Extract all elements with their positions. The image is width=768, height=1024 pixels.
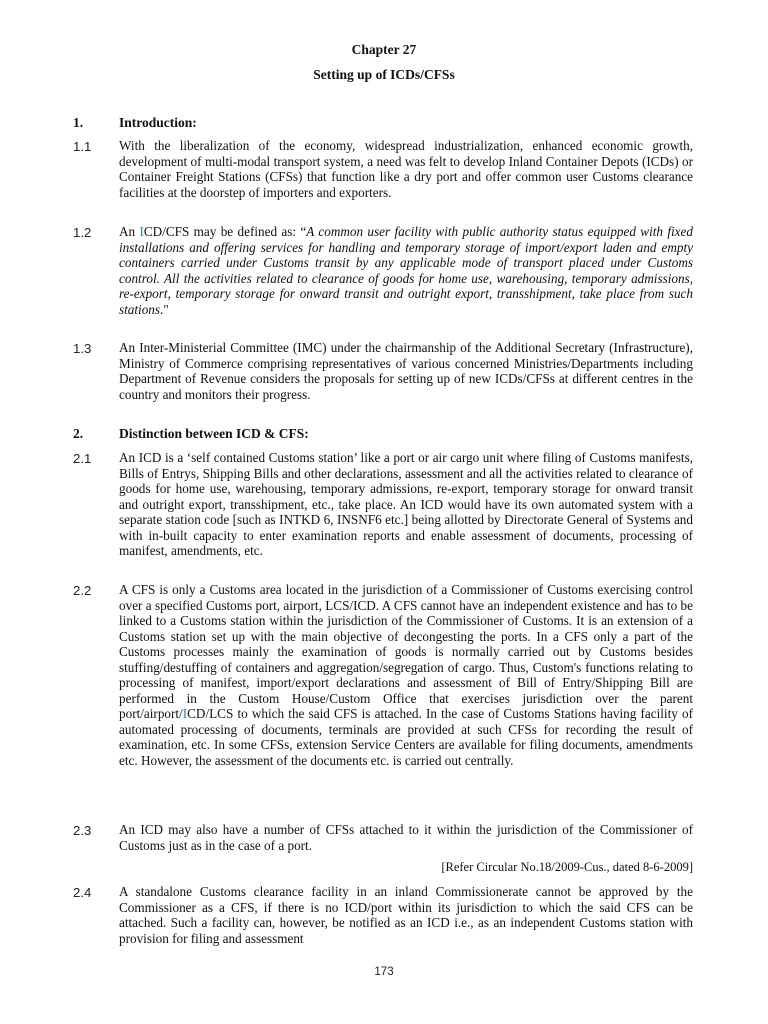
para-2-2-prefix: A CFS is only a Customs area located in the jurisdiction of a Commissioner of Customs exercising control over a specified Customs port, airport, LCS/ICD. A CFS cannot have an independent existence and has to be linked to a Customs station within the jurisdiction of the Commissioner of Customs. It is an extension of a Customs station set up with the main objective of decongesting the ports. In a CFS only a part of the Customs processes mainly the examination of goods is normally carried out by Customs besides stuffing/destuffing of containers and aggregation/segregation of cargo. Thus, Custom's functions relating to processing of manifest, import/export declarations and assessment of Bill of Entry/Shipping Bill are performed in the Custom House/Custom Office that exercises jurisdiction over the parent port/airport/ [119, 582, 693, 722]
section-1-number: 1. [73, 115, 84, 130]
para-2-4-number: 2.4 [73, 885, 92, 900]
para-2-1-number: 2.1 [73, 451, 92, 466]
para-1-3-number: 1.3 [73, 341, 92, 356]
para-1-1-text: With the liberalization of the economy, widespread industrialization, enhanced economic growth, development of multi-modal transport system, a need was felt to develop Inland Container Depots (ICDs) or Container Freight Stations (CFSs) that function like a dry port and offer common user Customs clearance facilities at the doorstep of importers and exporters. [119, 138, 693, 200]
chapter-number: Chapter 27 [351, 42, 417, 57]
para-1-1-number: 1.1 [73, 139, 92, 154]
para-2-2-suffix: CD/LCS to which the said CFS is attached. In the case of Customs Stations having facility of automated processing of documents, terminals are provided at such CFSs for recording the result of examination, etc. In some CFSs, extension Service Centers are available for filing documents, amendments etc. However, the assessment of the documents etc. is carried out centrally. [119, 706, 693, 769]
para-1-2-mid: CD/CFS may be defined as: “ [143, 224, 307, 239]
para-1-2-definition: A common user facility with public authority status equipped with fixed installations and offering services for handling and temporary storage of import/export laden and empty containers carried under Customs transit by any applicable mode of transport placed under Customs control. All the activities related to clearance of goods for home use, warehousing, temporary admissions, re-export, temporary storage for onward transit and outright export, transshipment, take place from such stations [119, 224, 693, 317]
page-number: 173 [374, 966, 394, 978]
circular-reference: [Refer Circular No.18/2009-Cus., dated 8-6-2009] [441, 860, 693, 874]
chapter-title: Setting up of ICDs/CFSs [313, 67, 455, 82]
para-2-2-highlight: I [182, 706, 188, 722]
para-1-2-text [119, 224, 693, 317]
para-2-3-text: An ICD may also have a number of CFSs attached to it within the jurisdiction of the Commissioner of Customs just as in the case of a port. [119, 822, 693, 853]
para-1-3-text: An Inter-Ministerial Committee (IMC) under the chairmanship of the Additional Secretary (Infrastructure), Ministry of Commerce comprising representatives of various concerned Ministries/Departments including Department of Revenue considers the proposals for setting up of new ICDs/CFSs at different centres in the country and monitors their progress. [119, 340, 693, 402]
para-2-4-text: A standalone Customs clearance facility in an inland Commissionerate cannot be approved by the Commissioner as a CFS, if there is no ICD/port within its jurisdiction to which the said CFS can be attached. Such a facility can, however, be notified as an ICD i.e., as an independent Customs station with provision for filing and assessment [119, 884, 693, 946]
section-2-number: 2. [73, 426, 84, 441]
para-2-1-text: An ICD is a ‘self contained Customs station’ like a port or air cargo unit where filing of Customs manifests, Bills of Entrys, Shipping Bills and other declarations, assessment and all the activities related to clearance of goods for home use, warehousing, temporary admissions, re-export, temporary storage for onward transit and outright export, transshipment, etc., take place. An ICD would have its own automated system with a separate station code [such as INTKD 6, INSNF6 etc.] being allotted by Directorate General of Systems and with in-built capacity to enter examination reports and enable assessment of documents, processing of manifest, amendments, etc. [119, 450, 693, 559]
para-2-2-number: 2.2 [73, 583, 92, 598]
para-1-2-number: 1.2 [73, 225, 92, 240]
para-2-2-text [119, 582, 693, 769]
section-2-title: Distinction between ICD & CFS: [119, 426, 309, 441]
para-2-3-number: 2.3 [73, 823, 92, 838]
para-1-2-prefix: An [119, 224, 140, 239]
para-1-2-suffix: ." [160, 301, 169, 317]
para-1-2-highlight: I [139, 224, 144, 239]
section-1-title: Introduction: [119, 115, 197, 130]
